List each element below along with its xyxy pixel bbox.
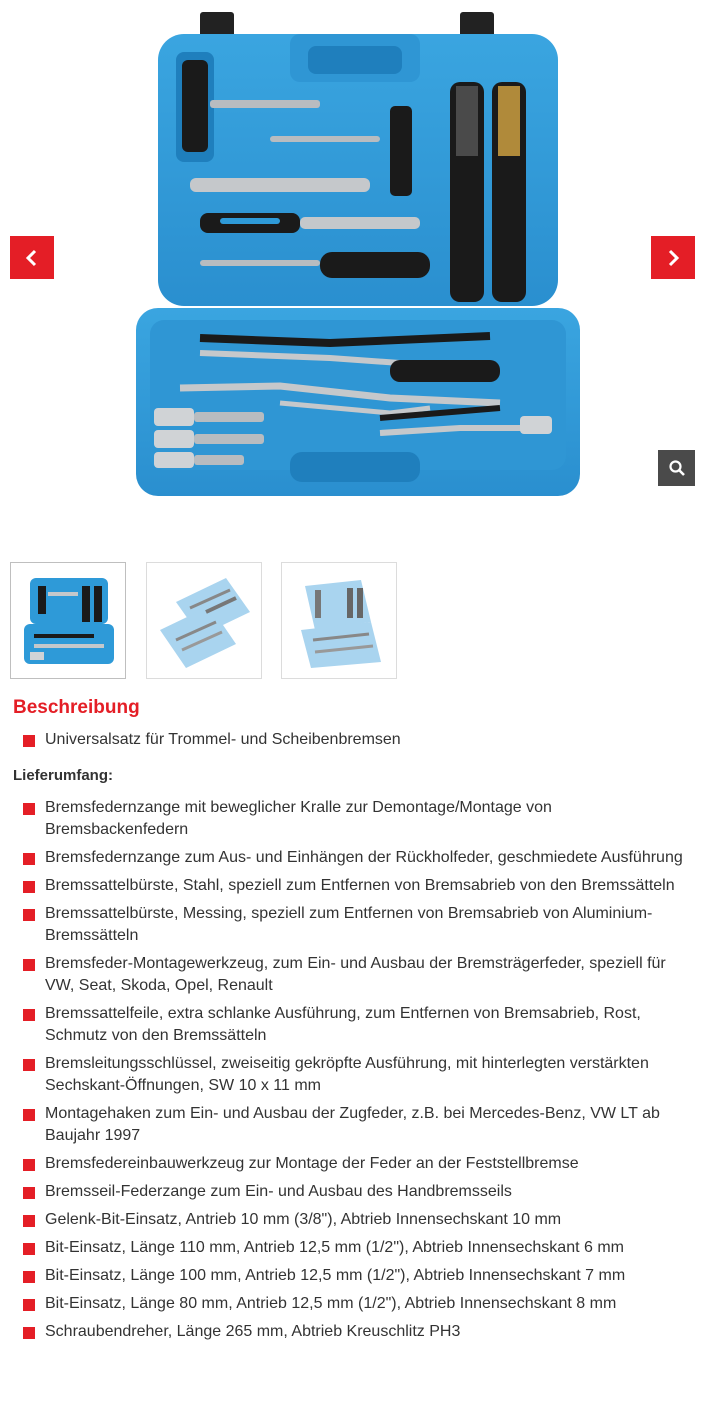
list-item: [0, 1321, 704, 1343]
bullet-square-icon: [23, 1215, 35, 1227]
bullet-square-icon: [23, 1271, 35, 1283]
chevron-left-icon: [24, 249, 40, 267]
list-item: [0, 729, 401, 751]
item-text: Gelenk-Bit-Einsatz, Antrieb 10 mm (3/8"), Abtrieb Innensechskant 10 mm: [45, 1211, 562, 1228]
item-text: Bit-Einsatz, Länge 110 mm, Antrieb 12,5 mm (1/2"), Abtrieb Innensechskant 6 mm: [45, 1239, 624, 1256]
list-item: [0, 1209, 704, 1231]
scope-of-delivery-list: [0, 797, 704, 1349]
chevron-right-icon: [665, 249, 681, 267]
bullet-square-icon: [23, 1187, 35, 1199]
thumbnail-image: [291, 572, 389, 670]
list-item: [0, 1053, 704, 1097]
item-text: Montagehaken zum Ein- und Ausbau der Zugfeder, z.B. bei Mercedes-Benz, VW LT ab Baujahr 1997: [45, 1105, 660, 1144]
thumbnail-3[interactable]: [281, 562, 397, 679]
next-image-button[interactable]: [651, 236, 695, 279]
thumbnail-strip: [0, 562, 704, 682]
item-text: Bremsfedereinbauwerkzeug zur Montage der Feder an der Feststellbremse: [45, 1155, 579, 1172]
list-item: [0, 1153, 704, 1175]
list-item: [0, 903, 704, 947]
item-text: Schraubendreher, Länge 265 mm, Abtrieb Kreuschlitz PH3: [45, 1323, 461, 1340]
description-heading: Beschreibung: [13, 697, 140, 718]
bullet-square-icon: [23, 803, 35, 815]
list-item: [0, 1237, 704, 1259]
bullet-square-icon: [23, 1243, 35, 1255]
list-item: [0, 1103, 704, 1147]
item-text: Bremssattelbürste, Stahl, speziell zum Entfernen von Bremsabrieb von den Bremssätteln: [45, 877, 675, 894]
bullet-square-icon: [23, 1109, 35, 1121]
bullet-square-icon: [23, 853, 35, 865]
previous-image-button[interactable]: [10, 236, 54, 279]
list-item: [0, 797, 704, 841]
list-item: [0, 875, 704, 897]
zoom-button[interactable]: [658, 450, 695, 486]
bullet-square-icon: [23, 1159, 35, 1171]
item-text: Bremssattelfeile, extra schlanke Ausführung, zum Entfernen von Bremsabrieb, Rost, Schmutz von den Bremssätteln: [45, 1005, 641, 1044]
bullet-square-icon: [23, 959, 35, 971]
product-gallery: [0, 0, 704, 540]
item-text: Bremsleitungsschlüssel, zweiseitig gekröpfte Ausführung, mit hinterlegten verstärkten Sechskant-Öffnungen, SW 10 x 11 mm: [45, 1055, 649, 1094]
bullet-square-icon: [23, 735, 35, 747]
bullet-square-icon: [23, 1009, 35, 1021]
list-item: [0, 1181, 704, 1203]
list-item: [0, 1265, 704, 1287]
intro-list: [0, 729, 401, 751]
bullet-square-icon: [23, 1327, 35, 1339]
intro-text: Universalsatz für Trommel- und Scheibenbremsen: [45, 731, 401, 748]
list-item: [0, 1003, 704, 1047]
item-text: Bremsseil-Federzange zum Ein- und Ausbau des Handbremsseils: [45, 1183, 512, 1200]
main-product-image[interactable]: [130, 8, 585, 500]
bullet-square-icon: [23, 1059, 35, 1071]
search-icon: [668, 459, 686, 477]
bullet-square-icon: [23, 909, 35, 921]
thumbnail-image: [20, 572, 118, 670]
item-text: Bremsfedernzange mit beweglicher Kralle zur Demontage/Montage von Bremsbackenfedern: [45, 799, 552, 838]
thumbnail-2[interactable]: [146, 562, 262, 679]
item-text: Bremssattelbürste, Messing, speziell zum Entfernen von Bremsabrieb von Aluminium-Bremssätteln: [45, 905, 653, 944]
thumbnail-image: [156, 572, 254, 670]
list-item: [0, 847, 704, 869]
item-text: Bit-Einsatz, Länge 100 mm, Antrieb 12,5 mm (1/2"), Abtrieb Innensechskant 7 mm: [45, 1267, 626, 1284]
list-item: [0, 953, 704, 997]
item-text: Bremsfeder-Montagewerkzeug, zum Ein- und Ausbau der Bremsträgerfeder, speziell für VW, Seat, Skoda, Opel, Renault: [45, 955, 666, 994]
list-item: [0, 1293, 704, 1315]
scope-of-delivery-label: Lieferumfang:: [13, 767, 114, 784]
item-text: Bit-Einsatz, Länge 80 mm, Antrieb 12,5 mm (1/2"), Abtrieb Innensechskant 8 mm: [45, 1295, 617, 1312]
thumbnail-1[interactable]: [10, 562, 126, 679]
bullet-square-icon: [23, 881, 35, 893]
bullet-square-icon: [23, 1299, 35, 1311]
item-text: Bremsfedernzange zum Aus- und Einhängen der Rückholfeder, geschmiedete Ausführung: [45, 849, 683, 866]
